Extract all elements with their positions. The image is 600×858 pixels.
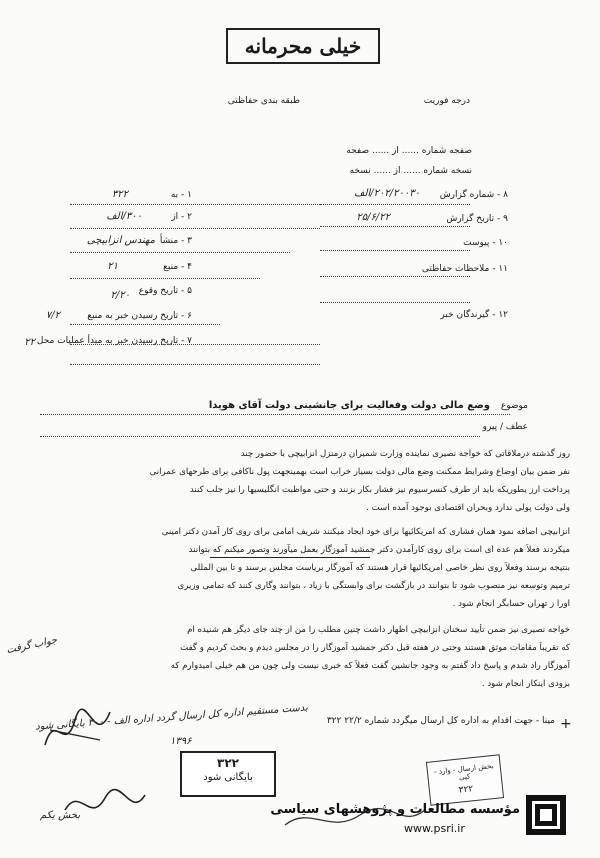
body-line-6: میکردند فعلاً هم عده ای است برای روی کارآمدن دکتر جمشید آموزگار بعمل میآورند وتصور میکنم که بتوانند [188,545,570,555]
handwritten-date: ۱۳۹۶ [170,736,192,747]
field-news-source-date-value: ۷/۲ [45,310,60,321]
dispatch-stamp [426,754,504,805]
field-recipients-line-3 [70,364,320,365]
body-line-4: ولی دولت پولی ندارد وبحران اقتصادی بوجود آمده است . [366,503,570,513]
atf-line [40,436,480,437]
field-to-line [320,204,470,205]
dispatch-stamp-text: بخش ارسال - وارد - کپی [433,761,494,782]
page-number-line: صفحه شماره ...... از ...... صفحه [346,146,472,156]
field-report-number-value: ۲۰۲/۲۰۰۳۰/الف [354,188,420,199]
bottom-handwriting: بخش یکم [40,810,81,821]
field-origin-line [320,250,470,251]
plus-mark: + [560,716,572,732]
watermark-org-name: مؤسسه مطالعات و پژوهشهای سیاسی [270,802,520,817]
urgency-label: درجه فوریت [423,96,470,106]
copy-number-line: نسخه شماره ...... از ...... نسخه [349,166,472,176]
field-from-label: ۲ - از [171,212,192,222]
field-news-source-date-label: ۶ - تاریخ رسیدن خبر به منبع [87,311,192,321]
classification-title: خیلی محرمانه [244,34,362,58]
body-line-2: نفر ضمن بیان اوضاع وشرایط ممکنت وضع مالی دولت بسیار خراب است بهمینجهت پول ناکافی برای طرحهای عمرانی [149,467,570,477]
dispatch-stamp-number: ۳۲۲ [458,784,474,796]
field-report-number-line [70,204,320,205]
archive-stamp-number: ۳۲۲ [217,756,239,770]
body-line-8: ترمیم وتوسعه نیز منصوب شود تا بتوانند در بازگشت برای وابستگی با زیاد ، بتوانند وگاری کنند که تمامی وزیری [177,581,570,591]
body-line-9: اورا ز تهران حسابگر انجام شود . [452,599,570,609]
institute-logo-icon [526,795,566,835]
field-from-line [320,226,470,227]
field-source-value: ۲۱ [107,261,118,272]
field-attachment-line [70,252,290,253]
field-recipients-label: ۱۲ - گیرندگان خبر [440,310,508,320]
field-attachment-label: ۱۰ - پیوست [463,238,508,248]
classification-label: طبقه بندی حفاظتی [227,96,300,106]
body-line-5: انزابیچی اضافه نمود همان فشاری که امریکائیها برای خود ایجاد میکنند شریف امامی برای روی کار آمدن دکتر امینی [161,527,570,537]
body-line-13: بزودی اینکار انجام شود . [481,679,570,689]
field-origin-value: مهندس انزابیچی [86,235,155,246]
field-source-line [320,276,470,277]
signature-scribble-2 [60,780,150,830]
field-to-value: ۳۲۲ [111,189,128,200]
field-to-label: ۱ - به [170,190,192,200]
margin-note: جواب گرفت [5,634,59,657]
classification-title-box [226,28,380,64]
field-from-value: ۳۰۰/الف [106,211,142,222]
subject-text: وضع مالی دولت وفعالیت برای جانشینی دولت آقای هویدا [208,400,490,411]
signature-scribble-1 [40,700,120,760]
field-report-date-value: ۲۵/۶/۲۲ [356,212,390,223]
body-line-10: خواجه نصیری نیز ضمن تأیید سخنان انزابیچی اظهار داشت چنین مطلب را من از چند جای دیگر هم شنیده ام [187,625,570,635]
field-event-date-label: ۵ - تاریخ وقوع [138,286,192,296]
archive-stamp [180,751,276,797]
field-report-date-line [70,228,320,229]
body-line-11: که تقریباً مقامات موثق هستند وحتی در هفته قبل دکتر جمشید آموزگار را در مجلس دیدم و بحث کردیم و گفت [180,643,570,653]
body-line-7: بنتیجه برسند وفعلاً روی نظر خاصی امریکائیها قرار هستند که آموزگار بریاست مجلس برسند و تا بین المللی [190,563,570,573]
field-recipients-line-1 [70,324,220,325]
field-security-notes-line [70,278,260,279]
field-security-notes-label: ۱۱ - ملاحظات حفاظتی [421,264,508,274]
subject-line [40,414,510,415]
field-report-date-label: ۹ - تاریخ گزارش [446,214,508,224]
body-line-12: آموزگار راد شدم و پاسخ داد گفتم به وجود جانشین گفت فعلاً که خبری نیست ولی چون من هم خیلی امیدوارم که [170,661,570,671]
body-line-3: پرداخت ارز یطوریکه باید از طرف کنسرسیوم نیز فشار بکار بزنند و حتی مواظبت انگلیسیها را نیز جلب کنند [189,485,570,495]
handwritten-instruction: بدست مستقیم اداره کل ارسال گردد اداره الف - ۳۰۰ بایگانی شود [34,702,309,733]
field-report-number-label: ۸ - شماره گزارش [439,190,508,200]
body-line-1: روز گذشته درملاقاتی که خواجه نصیری نماینده وزارت شمیران درمنزل انزابیچی با حضور چند [240,449,570,459]
field-news-origin-date-value: ۲۲ [24,337,35,348]
field-origin-label: ۳ - منشأ [159,236,192,246]
field-event-date-value: ۲/۲۰ [110,290,130,301]
subject-label: موضوع [500,401,528,411]
field-event-date-line [320,302,470,303]
atf-label: عطف / پیرو [482,422,528,432]
hand-underline [210,557,370,558]
field-news-origin-date-label: ۷ - تاریخ رسیدن خبر به مبدأ عملیات محل [36,336,192,346]
action-note: مینا - جهت اقدام به اداره کل ارسال میگردد شماره ۲۲/۲ ۳۲۲ [326,716,555,726]
watermark-url: www.psri.ir [404,822,465,835]
archive-stamp-text: بایگانی شود [203,772,253,783]
field-source-label: ۴ - منبع [163,262,192,272]
field-recipients-line-2 [70,344,320,345]
